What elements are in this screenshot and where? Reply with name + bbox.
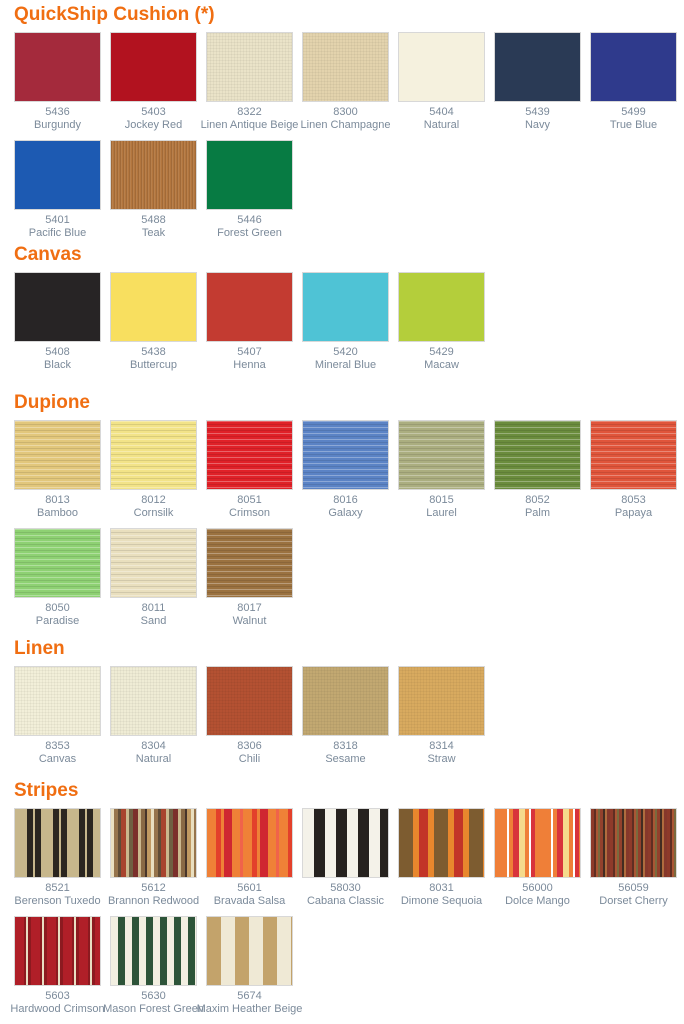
fabric-swatch[interactable]	[398, 420, 485, 490]
fabric-swatch[interactable]	[110, 666, 197, 736]
swatch-name-text: Natural	[423, 119, 460, 131]
swatch-cell	[302, 666, 389, 766]
swatch-code: 5403	[141, 106, 166, 118]
swatch-name-text: Mineral Blue	[314, 359, 377, 371]
swatch-name	[206, 359, 293, 372]
swatch-code: 5674	[237, 990, 262, 1002]
swatch-grid	[10, 808, 684, 1016]
swatch-name	[110, 615, 197, 628]
swatch-code: 5612	[141, 882, 166, 894]
swatch-cell	[14, 140, 101, 240]
swatch-name	[302, 507, 389, 520]
swatch-code: 8053	[621, 494, 646, 506]
swatch-name-text: Macaw	[424, 359, 459, 371]
swatch-cell	[196, 916, 303, 1016]
swatch-code: 5429	[429, 346, 454, 358]
swatch-code: 5438	[141, 346, 166, 358]
swatch-cell	[590, 32, 677, 132]
swatch-name	[398, 507, 485, 520]
swatch-grid	[14, 272, 684, 372]
swatch-cell	[398, 666, 485, 766]
swatch-name	[196, 1003, 303, 1016]
swatch-cell	[14, 420, 101, 520]
swatch-name-text: Maxim Heather Beige	[196, 1003, 303, 1015]
swatch-name	[302, 753, 389, 766]
swatch-name	[398, 753, 485, 766]
swatch-name-text: Sand	[140, 615, 167, 627]
fabric-swatch[interactable]	[302, 808, 389, 878]
fabric-swatch[interactable]	[494, 32, 581, 102]
swatch-name-text: Walnut	[232, 615, 267, 627]
swatch-cell	[107, 808, 200, 908]
swatch-code: 56000	[522, 882, 553, 894]
swatch-grid	[14, 666, 684, 766]
fabric-swatch[interactable]	[590, 32, 677, 102]
swatch-name	[302, 119, 389, 132]
swatch-name-text: Dorset Cherry	[599, 895, 668, 907]
fabric-swatch[interactable]	[590, 808, 677, 878]
swatch-cell	[110, 272, 197, 372]
fabric-swatch[interactable]	[14, 420, 101, 490]
swatch-cell	[398, 32, 485, 132]
swatch-code: 5407	[237, 346, 262, 358]
swatch-name-text: Brannon Redwood	[107, 895, 200, 907]
swatch-cell	[200, 32, 299, 132]
swatch-cell	[398, 808, 485, 908]
fabric-swatch[interactable]	[14, 528, 101, 598]
swatch-name-text: Laurel	[426, 507, 457, 519]
section-heading: Linen	[14, 638, 65, 659]
swatch-cell	[110, 140, 197, 240]
section-stripes	[10, 780, 684, 1016]
section-linen	[14, 638, 684, 766]
fabric-swatch[interactable]	[14, 916, 101, 986]
swatch-cell	[590, 808, 677, 908]
swatch-name	[398, 895, 485, 908]
fabric-swatch[interactable]	[110, 32, 197, 102]
swatch-name-text: Linen Champagne	[300, 119, 391, 131]
swatch-name	[107, 895, 200, 908]
swatch-name-text: Black	[44, 359, 71, 371]
swatch-code: 8051	[237, 494, 262, 506]
fabric-swatch[interactable]	[398, 666, 485, 736]
swatch-name	[14, 615, 101, 628]
swatch-code: 5603	[45, 990, 70, 1002]
fabric-swatch[interactable]	[110, 272, 197, 342]
swatch-code: 5401	[45, 214, 70, 226]
swatch-code: 8016	[333, 494, 358, 506]
swatch-name	[110, 359, 197, 372]
swatch-name	[10, 1003, 105, 1016]
swatch-name-text: Henna	[233, 359, 266, 371]
swatch-name	[206, 753, 293, 766]
swatch-name-text: True Blue	[609, 119, 658, 131]
swatch-name	[494, 895, 581, 908]
swatch-code: 5436	[45, 106, 70, 118]
swatch-code: 5404	[429, 106, 454, 118]
swatch-code: 8050	[45, 602, 70, 614]
swatch-code: 8012	[141, 494, 166, 506]
swatch-code: 58030	[330, 882, 361, 894]
swatch-name	[206, 615, 293, 628]
fabric-swatch[interactable]	[590, 420, 677, 490]
swatch-cell	[110, 528, 197, 628]
swatch-name	[206, 227, 293, 240]
fabric-swatch[interactable]	[14, 666, 101, 736]
swatch-code: 8521	[45, 882, 70, 894]
swatch-code: 8304	[141, 740, 166, 752]
fabric-swatch[interactable]	[206, 140, 293, 210]
swatch-name	[14, 753, 101, 766]
section-quickship-cushion	[14, 4, 684, 240]
swatch-cell	[494, 420, 581, 520]
swatch-cell	[494, 808, 581, 908]
fabric-swatch[interactable]	[206, 528, 293, 598]
swatch-name	[206, 507, 293, 520]
swatch-name-text: Dolce Mango	[505, 895, 570, 907]
swatch-name	[302, 895, 389, 908]
swatch-cell	[110, 420, 197, 520]
fabric-swatch[interactable]	[110, 808, 197, 878]
swatch-name-text: Teak	[141, 227, 166, 239]
swatch-name-text: Natural	[135, 753, 172, 765]
swatch-code: 56059	[618, 882, 649, 894]
swatch-code: 5488	[141, 214, 166, 226]
fabric-swatch[interactable]	[494, 420, 581, 490]
swatch-name-text: Mason Forest Green	[103, 1003, 204, 1015]
swatch-name-text: Hardwood Crimson	[10, 1003, 105, 1015]
swatch-code: 8052	[525, 494, 550, 506]
swatch-cell	[302, 32, 389, 132]
swatch-cell	[14, 272, 101, 372]
swatch-cell	[206, 420, 293, 520]
swatch-name-text: Chili	[238, 753, 261, 765]
swatch-name-text: Straw	[427, 753, 456, 765]
swatch-cell	[398, 420, 485, 520]
swatch-code: 8011	[141, 602, 166, 614]
fabric-swatch[interactable]	[494, 808, 581, 878]
swatch-cell	[110, 32, 197, 132]
swatch-name-text: Dimone Sequoia	[400, 895, 483, 907]
swatch-code: 8306	[237, 740, 262, 752]
swatch-cell	[110, 666, 197, 766]
swatch-name	[200, 119, 299, 132]
swatch-cell	[590, 420, 677, 520]
swatch-name	[590, 119, 677, 132]
fabric-swatch[interactable]	[206, 272, 293, 342]
section-heading: Dupione	[14, 392, 90, 413]
swatch-name	[206, 895, 293, 908]
swatch-name-text: Jockey Red	[124, 119, 183, 131]
swatch-name-text: Galaxy	[328, 507, 363, 519]
swatch-name-text: Linen Antique Beige	[200, 119, 299, 131]
swatch-name	[14, 359, 101, 372]
swatch-code: 5499	[621, 106, 646, 118]
fabric-swatch[interactable]	[206, 666, 293, 736]
swatch-cell	[302, 420, 389, 520]
fabric-swatch[interactable]	[398, 808, 485, 878]
swatch-name-text: Cornsilk	[133, 507, 174, 519]
swatch-name	[14, 507, 101, 520]
swatch-name-text: Crimson	[229, 507, 270, 519]
swatch-code: 8300	[333, 106, 358, 118]
fabric-swatch[interactable]	[398, 272, 485, 342]
swatch-cell	[206, 528, 293, 628]
swatch-code: 8017	[237, 602, 262, 614]
swatch-name-text: Navy	[524, 119, 551, 131]
swatch-name	[110, 227, 197, 240]
fabric-swatch[interactable]	[206, 32, 293, 102]
swatch-name	[590, 895, 677, 908]
fabric-swatch[interactable]	[302, 420, 389, 490]
swatch-code: 5630	[141, 990, 166, 1002]
swatch-code: 8322	[237, 106, 262, 118]
swatch-name	[494, 119, 581, 132]
swatch-cell	[103, 916, 204, 1016]
swatch-name	[590, 507, 677, 520]
fabric-swatch[interactable]	[398, 32, 485, 102]
swatch-name-text: Buttercup	[129, 359, 178, 371]
fabric-swatch[interactable]	[302, 666, 389, 736]
swatch-cell	[10, 916, 105, 1016]
swatch-name	[103, 1003, 204, 1016]
swatch-name-text: Bravada Salsa	[213, 895, 286, 907]
swatch-cell	[494, 32, 581, 132]
swatch-code: 8353	[45, 740, 70, 752]
swatch-name	[14, 227, 101, 240]
section-heading: Stripes	[14, 780, 79, 801]
swatch-cell	[206, 666, 293, 766]
swatch-name-text: Cabana Classic	[306, 895, 385, 907]
swatch-code: 5601	[237, 882, 262, 894]
swatch-name	[110, 119, 197, 132]
swatch-cell	[14, 666, 101, 766]
swatch-name-text: Palm	[524, 507, 551, 519]
fabric-swatch[interactable]	[110, 528, 197, 598]
swatch-code: 8318	[333, 740, 358, 752]
swatch-name-text: Canvas	[38, 753, 77, 765]
swatch-cell	[206, 272, 293, 372]
swatch-name	[14, 895, 101, 908]
fabric-swatch[interactable]	[110, 420, 197, 490]
swatch-code: 8015	[429, 494, 454, 506]
fabric-swatch[interactable]	[14, 140, 101, 210]
swatch-code: 8314	[429, 740, 454, 752]
swatch-code: 5420	[333, 346, 358, 358]
swatch-name	[14, 119, 101, 132]
fabric-swatch[interactable]	[206, 808, 293, 878]
swatch-cell	[206, 140, 293, 240]
swatch-name-text: Forest Green	[217, 227, 282, 239]
swatch-name	[494, 507, 581, 520]
swatch-grid	[14, 420, 684, 628]
swatch-name-text: Sesame	[325, 753, 366, 765]
swatch-code: 5446	[237, 214, 262, 226]
swatch-cell	[14, 528, 101, 628]
section-heading: Canvas	[14, 244, 82, 265]
swatch-cell	[14, 808, 101, 908]
fabric-swatch[interactable]	[302, 272, 389, 342]
fabric-swatch[interactable]	[110, 916, 197, 986]
swatch-code: 5408	[45, 346, 70, 358]
swatch-name	[398, 119, 485, 132]
swatch-code: 5439	[525, 106, 550, 118]
section-heading: QuickShip Cushion (*)	[14, 4, 215, 25]
swatch-name	[302, 359, 389, 372]
fabric-swatch[interactable]	[14, 32, 101, 102]
swatch-name	[398, 359, 485, 372]
fabric-swatch[interactable]	[206, 916, 293, 986]
section-dupione	[14, 392, 684, 628]
swatch-name	[110, 753, 197, 766]
swatch-name-text: Burgundy	[33, 119, 82, 131]
fabric-swatch[interactable]	[14, 808, 101, 878]
swatch-name	[110, 507, 197, 520]
swatch-name-text: Papaya	[614, 507, 653, 519]
swatch-cell	[206, 808, 293, 908]
swatch-name-text: Bamboo	[37, 507, 78, 519]
fabric-swatch[interactable]	[302, 32, 389, 102]
swatch-grid	[14, 32, 684, 240]
section-canvas	[14, 244, 684, 372]
swatch-name-text: Paradise	[35, 615, 80, 627]
swatch-cell	[398, 272, 485, 372]
fabric-swatch[interactable]	[206, 420, 293, 490]
swatch-cell	[14, 32, 101, 132]
swatch-name-text: Berenson Tuxedo	[14, 895, 101, 907]
swatch-code: 8031	[429, 882, 454, 894]
fabric-swatch[interactable]	[14, 272, 101, 342]
swatch-name-text: Pacific Blue	[28, 227, 87, 239]
swatch-cell	[302, 808, 389, 908]
fabric-swatch[interactable]	[110, 140, 197, 210]
swatch-cell	[302, 272, 389, 372]
swatch-code: 8013	[45, 494, 70, 506]
